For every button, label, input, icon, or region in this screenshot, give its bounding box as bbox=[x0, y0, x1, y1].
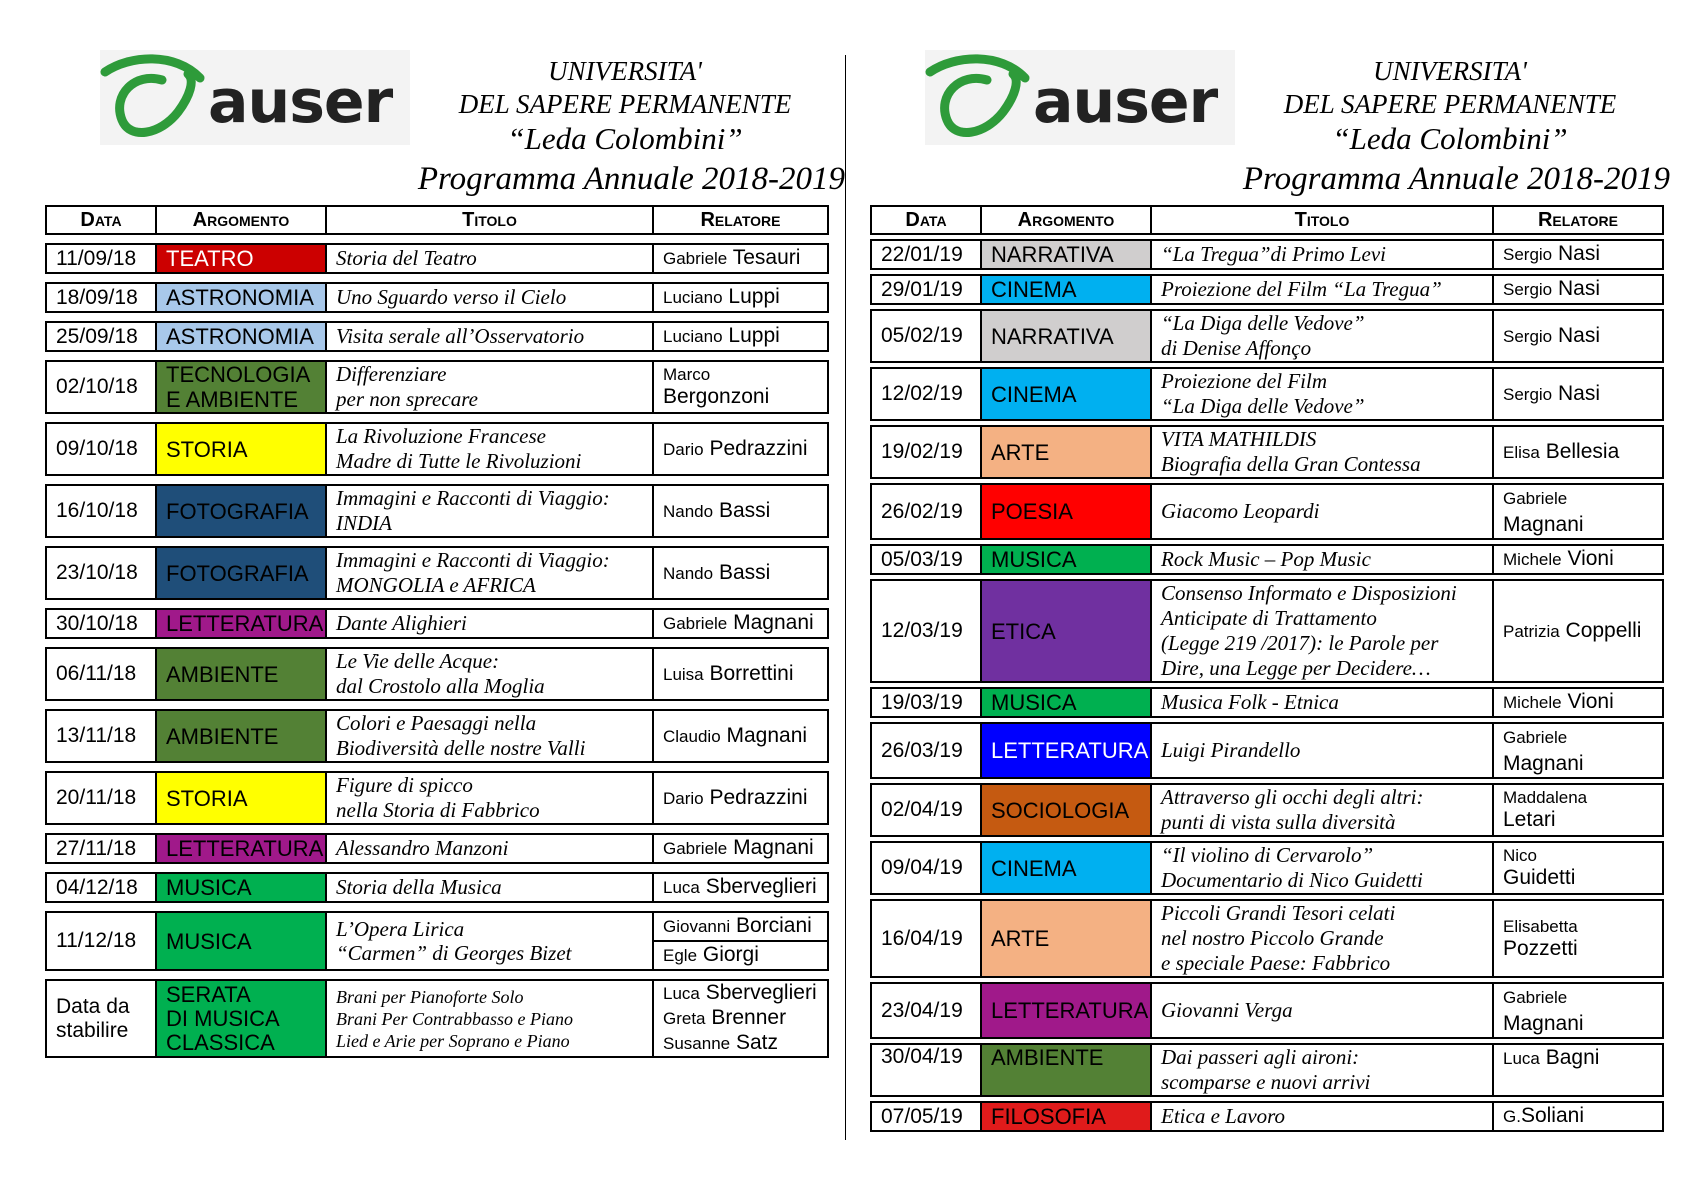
event-title: Dai passeri agli aironi: scomparse e nuovi arrivi bbox=[1151, 1044, 1493, 1096]
speaker-line bbox=[654, 1006, 827, 1031]
event-topic: ASTRONOMIA bbox=[156, 283, 326, 312]
event-date: 18/09/18 bbox=[46, 283, 156, 312]
header-line-4: Programma Annuale 2018-2019 bbox=[417, 161, 845, 197]
event-date: 19/02/19 bbox=[871, 426, 981, 478]
table-row bbox=[871, 784, 1663, 836]
speaker-last-name: Luppi bbox=[728, 324, 780, 347]
event-topic: LETTERATURA bbox=[981, 983, 1151, 1038]
event-topic: FOTOGRAFIA bbox=[156, 547, 326, 599]
table-row bbox=[46, 834, 828, 863]
event-title: “La Tregua”di Primo Levi bbox=[1151, 240, 1493, 269]
table-row bbox=[871, 1102, 1663, 1131]
speaker-last-name: Giorgi bbox=[702, 943, 759, 966]
event-title: Rock Music – Pop Music bbox=[1151, 545, 1493, 574]
event-title: “Il violino di Cervarolo” Documentario di Nico Guidetti bbox=[1151, 842, 1493, 894]
speaker-last-name: Bassi bbox=[718, 560, 771, 584]
speaker-first-name: Dario bbox=[663, 788, 704, 808]
event-title: Visita serale all’Osservatorio bbox=[326, 322, 653, 351]
event-speaker bbox=[653, 873, 828, 902]
event-date: 12/03/19 bbox=[871, 580, 981, 682]
column-header-speaker: Relatore bbox=[1493, 206, 1663, 234]
speaker-last-name: Magnani bbox=[1503, 513, 1584, 536]
speaker-last-name: Nasi bbox=[1557, 277, 1600, 300]
column-header-title: Titolo bbox=[1151, 206, 1493, 234]
event-speaker bbox=[1493, 688, 1663, 717]
header-line-3: “Leda Colombini” bbox=[1332, 121, 1568, 156]
column-header-title: Titolo bbox=[326, 206, 653, 234]
speaker-last-name: Magnani bbox=[1503, 1012, 1584, 1035]
speaker-last-name: Coppelli bbox=[1565, 618, 1642, 642]
event-title: VITA MATHILDIS Biografia della Gran Contessa bbox=[1151, 426, 1493, 478]
event-topic: ASTRONOMIA bbox=[156, 322, 326, 351]
event-title: “La Diga delle Vedove” di Denise Affonço bbox=[1151, 310, 1493, 362]
event-title: Uno Sguardo verso il Cielo bbox=[326, 283, 653, 312]
event-topic: LETTERATURA bbox=[156, 834, 326, 863]
auser-logo bbox=[100, 50, 410, 145]
header-line-3: “Leda Colombini” bbox=[507, 121, 743, 156]
table-row bbox=[46, 648, 828, 700]
right-page bbox=[870, 0, 1670, 1190]
table-row bbox=[46, 980, 828, 1057]
speaker-first-name: Sergio bbox=[1503, 384, 1553, 404]
table-row bbox=[46, 912, 828, 970]
auser-logo bbox=[925, 50, 1235, 145]
event-topic: MUSICA bbox=[981, 545, 1151, 574]
event-date: 09/04/19 bbox=[871, 842, 981, 894]
event-title: Giacomo Leopardi bbox=[1151, 484, 1493, 539]
column-header-topic: Argomento bbox=[156, 206, 326, 234]
speaker-line bbox=[654, 940, 827, 969]
program-table-right bbox=[870, 205, 1664, 1132]
event-date: 23/04/19 bbox=[871, 983, 981, 1038]
event-date: 12/02/19 bbox=[871, 368, 981, 420]
event-topic: CINEMA bbox=[981, 275, 1151, 304]
event-topic: MUSICA bbox=[156, 873, 326, 902]
speaker-first-name: Elisa bbox=[1503, 442, 1540, 462]
event-topic: LETTERATURA bbox=[156, 609, 326, 638]
speaker-last-name: Bellesia bbox=[1545, 439, 1620, 463]
table-row bbox=[871, 275, 1663, 304]
event-title: Dante Alighieri bbox=[326, 609, 653, 638]
speaker-last-name: Borrettini bbox=[709, 661, 794, 685]
event-date: 29/01/19 bbox=[871, 275, 981, 304]
event-speaker bbox=[653, 772, 828, 824]
table-row bbox=[46, 283, 828, 312]
speaker-first-name: Giovanni bbox=[663, 917, 731, 936]
table-row bbox=[871, 842, 1663, 894]
event-speaker bbox=[1493, 484, 1663, 539]
event-speaker bbox=[653, 361, 828, 413]
event-topic: NARRATIVA bbox=[981, 310, 1151, 362]
event-date: 07/05/19 bbox=[871, 1102, 981, 1131]
table-row bbox=[46, 361, 828, 413]
speaker-first-name: Michele bbox=[1503, 693, 1562, 712]
event-topic: AMBIENTE bbox=[156, 648, 326, 700]
event-title: Storia del Teatro bbox=[326, 244, 653, 273]
event-topic: NARRATIVA bbox=[981, 240, 1151, 269]
speaker-first-name: Marco bbox=[663, 365, 711, 384]
speaker-last-name: Nasi bbox=[1557, 381, 1600, 405]
table-header-row bbox=[46, 206, 828, 234]
speaker-last-name: Magnani bbox=[733, 836, 814, 859]
event-date: 13/11/18 bbox=[46, 710, 156, 762]
speaker-last-name: Pozzetti bbox=[1503, 936, 1578, 960]
event-title-line: “Carmen” di Georges Bizet bbox=[336, 941, 572, 965]
header-line-1: UNIVERSITA' bbox=[1373, 56, 1527, 86]
speaker-first-name: Maddalena bbox=[1503, 788, 1588, 807]
event-speaker bbox=[1493, 580, 1663, 682]
event-date: 05/03/19 bbox=[871, 545, 981, 574]
event-title: Piccoli Grandi Tesori celati nel nostro Piccolo Grande e speciale Paese: Fabbrico bbox=[1151, 900, 1493, 977]
speaker-first-name: Luca bbox=[663, 984, 700, 1003]
event-speaker bbox=[653, 609, 828, 638]
event-topic: ETICA bbox=[981, 580, 1151, 682]
speaker-first-name: Greta bbox=[663, 1009, 706, 1028]
table-row bbox=[46, 322, 828, 351]
event-speaker bbox=[1493, 1044, 1663, 1096]
speaker-last-name: Brenner bbox=[711, 1006, 787, 1029]
event-date: 26/03/19 bbox=[871, 723, 981, 778]
table-row bbox=[46, 710, 828, 762]
speaker-line bbox=[663, 981, 818, 1006]
speaker-first-name: Gabriele bbox=[1503, 988, 1568, 1007]
event-title: Luigi Pirandello bbox=[1151, 723, 1493, 778]
event-speaker bbox=[1493, 368, 1663, 420]
program-header bbox=[405, 55, 845, 199]
speaker-line bbox=[654, 1031, 827, 1056]
speaker-last-name: Sberveglieri bbox=[705, 875, 817, 898]
speaker-last-name: Magnani bbox=[733, 611, 814, 634]
event-speaker bbox=[1493, 784, 1663, 836]
speaker-first-name: Gabriele bbox=[663, 614, 728, 633]
speaker-first-name: Susanne bbox=[663, 1034, 731, 1053]
event-speaker bbox=[653, 244, 828, 273]
table-row bbox=[871, 688, 1663, 717]
speaker-last-name: Pedrazzini bbox=[709, 436, 808, 460]
speaker-last-name: Magnani bbox=[1503, 752, 1584, 775]
event-topic: STORIA bbox=[156, 772, 326, 824]
event-title: Colori e Paesaggi nella Biodiversità delle nostre Valli bbox=[326, 710, 653, 762]
speaker-first-name: Luciano bbox=[663, 288, 723, 307]
event-date: 19/03/19 bbox=[871, 688, 981, 717]
speaker-first-name: Luciano bbox=[663, 327, 723, 346]
event-speaker bbox=[653, 912, 828, 970]
event-date: 26/02/19 bbox=[871, 484, 981, 539]
event-title: Proiezione del Film “La Tregua” bbox=[1151, 275, 1493, 304]
table-row bbox=[46, 772, 828, 824]
event-speaker bbox=[653, 648, 828, 700]
speaker-last-name: Bagni bbox=[1545, 1046, 1600, 1069]
event-title bbox=[326, 912, 653, 970]
event-topic: MUSICA bbox=[981, 688, 1151, 717]
event-title: Giovanni Verga bbox=[1151, 983, 1493, 1038]
event-date: 02/10/18 bbox=[46, 361, 156, 413]
event-topic: POESIA bbox=[981, 484, 1151, 539]
event-date: 16/10/18 bbox=[46, 485, 156, 537]
table-row bbox=[871, 426, 1663, 478]
auser-swoosh-icon bbox=[100, 50, 210, 145]
event-title: Musica Folk - Etnica bbox=[1151, 688, 1493, 717]
table-row bbox=[871, 545, 1663, 574]
speaker-first-name: Sergio bbox=[1503, 326, 1553, 346]
event-speaker bbox=[653, 322, 828, 351]
speaker-first-name: Elisabetta bbox=[1503, 916, 1578, 936]
event-date: 16/04/19 bbox=[871, 900, 981, 977]
speaker-last-name: Soliani bbox=[1520, 1104, 1584, 1127]
event-speaker bbox=[1493, 275, 1663, 304]
event-title: Immagini e Racconti di Viaggio: MONGOLIA e AFRICA bbox=[326, 547, 653, 599]
table-header-row bbox=[871, 206, 1663, 234]
event-speaker bbox=[1493, 1102, 1663, 1131]
event-topic: STORIA bbox=[156, 423, 326, 475]
table-row bbox=[871, 1044, 1663, 1096]
event-speaker bbox=[1493, 842, 1663, 894]
speaker-line bbox=[663, 913, 818, 940]
event-topic: TEATRO bbox=[156, 244, 326, 273]
event-topic: SERATA DI MUSICA CLASSICA bbox=[156, 980, 326, 1057]
header-line-1: UNIVERSITA' bbox=[548, 56, 702, 86]
event-topic: LETTERATURA bbox=[981, 723, 1151, 778]
page-divider bbox=[845, 55, 846, 1140]
speaker-last-name: Vioni bbox=[1567, 690, 1614, 713]
speaker-first-name: Nando bbox=[663, 563, 714, 583]
speaker-last-name: Nasi bbox=[1557, 323, 1600, 347]
table-row bbox=[46, 609, 828, 638]
event-date: 25/09/18 bbox=[46, 322, 156, 351]
event-topic: CINEMA bbox=[981, 842, 1151, 894]
program-header bbox=[1230, 55, 1670, 199]
event-topic: FOTOGRAFIA bbox=[156, 485, 326, 537]
speaker-last-name: Magnani bbox=[726, 723, 808, 747]
left-page bbox=[45, 0, 845, 1190]
speaker-first-name: Gabriele bbox=[663, 839, 728, 858]
header-line-2: DEL SAPERE PERMANENTE bbox=[1283, 89, 1617, 119]
table-row bbox=[871, 368, 1663, 420]
speaker-last-name: Tesauri bbox=[732, 246, 801, 269]
event-speaker bbox=[653, 710, 828, 762]
table-row bbox=[871, 484, 1663, 539]
event-speaker bbox=[653, 834, 828, 863]
event-topic: FILOSOFIA bbox=[981, 1102, 1151, 1131]
program-table-left bbox=[45, 205, 829, 1058]
event-date: 05/02/19 bbox=[871, 310, 981, 362]
speaker-first-name: Luisa bbox=[663, 664, 704, 684]
event-title: Differenziare per non sprecare bbox=[326, 361, 653, 413]
table-row bbox=[46, 485, 828, 537]
event-date: 30/04/19 bbox=[871, 1044, 981, 1096]
event-title: Brani per Pianoforte Solo Brani Per Contrabbasso e Piano Lied e Arie per Soprano e Piano bbox=[326, 980, 653, 1057]
table-row bbox=[46, 423, 828, 475]
event-speaker bbox=[1493, 426, 1663, 478]
header-line-4: Programma Annuale 2018-2019 bbox=[1242, 161, 1670, 197]
event-date: 11/12/18 bbox=[46, 912, 156, 970]
logo-wordmark: auser bbox=[208, 67, 393, 137]
event-title: La Rivoluzione Francese Madre di Tutte le Rivoluzioni bbox=[326, 423, 653, 475]
speaker-last-name: Borciani bbox=[735, 914, 812, 937]
event-title: Attraverso gli occhi degli altri: punti di vista sulla diversità bbox=[1151, 784, 1493, 836]
event-topic: ARTE bbox=[981, 900, 1151, 977]
event-speaker bbox=[1493, 723, 1663, 778]
event-title: Alessandro Manzoni bbox=[326, 834, 653, 863]
speaker-last-name: Vioni bbox=[1567, 547, 1614, 570]
speaker-last-name: Letari bbox=[1503, 808, 1556, 831]
event-topic: MUSICA bbox=[156, 912, 326, 970]
table-row bbox=[871, 723, 1663, 778]
event-date: 23/10/18 bbox=[46, 547, 156, 599]
column-header-date: Data bbox=[871, 206, 981, 234]
speaker-last-name: Nasi bbox=[1557, 242, 1600, 265]
column-header-date: Data bbox=[46, 206, 156, 234]
speaker-last-name: Bassi bbox=[718, 498, 771, 522]
table-row bbox=[871, 983, 1663, 1038]
column-header-topic: Argomento bbox=[981, 206, 1151, 234]
event-topic: CINEMA bbox=[981, 368, 1151, 420]
speaker-first-name: Gabriele bbox=[663, 249, 728, 268]
speaker-first-name: Michele bbox=[1503, 550, 1562, 569]
event-date: 20/11/18 bbox=[46, 772, 156, 824]
event-speaker bbox=[653, 423, 828, 475]
event-date: 27/11/18 bbox=[46, 834, 156, 863]
table-row bbox=[871, 240, 1663, 269]
event-speaker bbox=[653, 547, 828, 599]
event-title: Etica e Lavoro bbox=[1151, 1102, 1493, 1131]
speaker-first-name: Dario bbox=[663, 439, 704, 459]
event-speaker bbox=[1493, 545, 1663, 574]
event-date: 02/04/19 bbox=[871, 784, 981, 836]
event-topic: SOCIOLOGIA bbox=[981, 784, 1151, 836]
speaker-first-name: Gabriele bbox=[1503, 728, 1568, 747]
speaker-first-name: Gabriele bbox=[1503, 489, 1568, 508]
speaker-first-name: G. bbox=[1503, 1107, 1521, 1126]
event-title: Le Vie delle Acque: dal Crostolo alla Moglia bbox=[326, 648, 653, 700]
header-line-2: DEL SAPERE PERMANENTE bbox=[458, 89, 792, 119]
logo-wordmark: auser bbox=[1033, 67, 1218, 137]
speaker-last-name: Bergonzoni bbox=[663, 385, 770, 408]
column-header-speaker: Relatore bbox=[653, 206, 828, 234]
event-topic: ARTE bbox=[981, 426, 1151, 478]
event-speaker bbox=[1493, 900, 1663, 977]
speaker-first-name: Nico bbox=[1503, 846, 1538, 865]
speaker-first-name: Claudio bbox=[663, 726, 721, 746]
event-speaker bbox=[1493, 983, 1663, 1038]
speaker-first-name: Luca bbox=[663, 878, 700, 897]
speaker-last-name: Guidetti bbox=[1503, 866, 1576, 889]
event-topic: AMBIENTE bbox=[156, 710, 326, 762]
event-speaker bbox=[653, 485, 828, 537]
speaker-last-name: Satz bbox=[735, 1031, 778, 1054]
event-date: Data da stabilire bbox=[46, 980, 156, 1057]
event-title-line: L’Opera Lirica bbox=[336, 917, 465, 941]
event-speaker bbox=[1493, 240, 1663, 269]
table-row bbox=[46, 873, 828, 902]
speaker-last-name: Sberveglieri bbox=[705, 981, 817, 1004]
table-row bbox=[871, 580, 1663, 682]
speaker-first-name: Patrizia bbox=[1503, 621, 1560, 641]
event-date: 06/11/18 bbox=[46, 648, 156, 700]
event-date: 09/10/18 bbox=[46, 423, 156, 475]
table-row bbox=[871, 310, 1663, 362]
event-topic: TECNOLOGIA E AMBIENTE bbox=[156, 361, 326, 413]
event-topic: AMBIENTE bbox=[981, 1044, 1151, 1096]
event-date: 22/01/19 bbox=[871, 240, 981, 269]
event-title: Storia della Musica bbox=[326, 873, 653, 902]
speaker-first-name: Sergio bbox=[1503, 245, 1553, 264]
event-title: Figure di spicco nella Storia di Fabbrico bbox=[326, 772, 653, 824]
event-speaker bbox=[1493, 310, 1663, 362]
event-date: 30/10/18 bbox=[46, 609, 156, 638]
speaker-first-name: Luca bbox=[1503, 1049, 1540, 1068]
table-row bbox=[46, 244, 828, 273]
event-title: Proiezione del Film “La Diga delle Vedove” bbox=[1151, 368, 1493, 420]
table-row bbox=[871, 900, 1663, 977]
event-speaker bbox=[653, 283, 828, 312]
speaker-first-name: Nando bbox=[663, 501, 714, 521]
speaker-first-name: Egle bbox=[663, 946, 698, 965]
auser-swoosh-icon bbox=[925, 50, 1035, 145]
event-date: 11/09/18 bbox=[46, 244, 156, 273]
event-title: Consenso Informato e Disposizioni Anticipate di Trattamento (Legge 219 /2017): le Parole per Dire, una Legge per Decidere… bbox=[1151, 580, 1493, 682]
speaker-first-name: Sergio bbox=[1503, 280, 1553, 299]
speaker-last-name: Pedrazzini bbox=[709, 785, 808, 809]
speaker-last-name: Luppi bbox=[728, 285, 780, 308]
table-row bbox=[46, 547, 828, 599]
event-title: Immagini e Racconti di Viaggio: INDIA bbox=[326, 485, 653, 537]
event-speaker bbox=[653, 980, 828, 1057]
event-date: 04/12/18 bbox=[46, 873, 156, 902]
